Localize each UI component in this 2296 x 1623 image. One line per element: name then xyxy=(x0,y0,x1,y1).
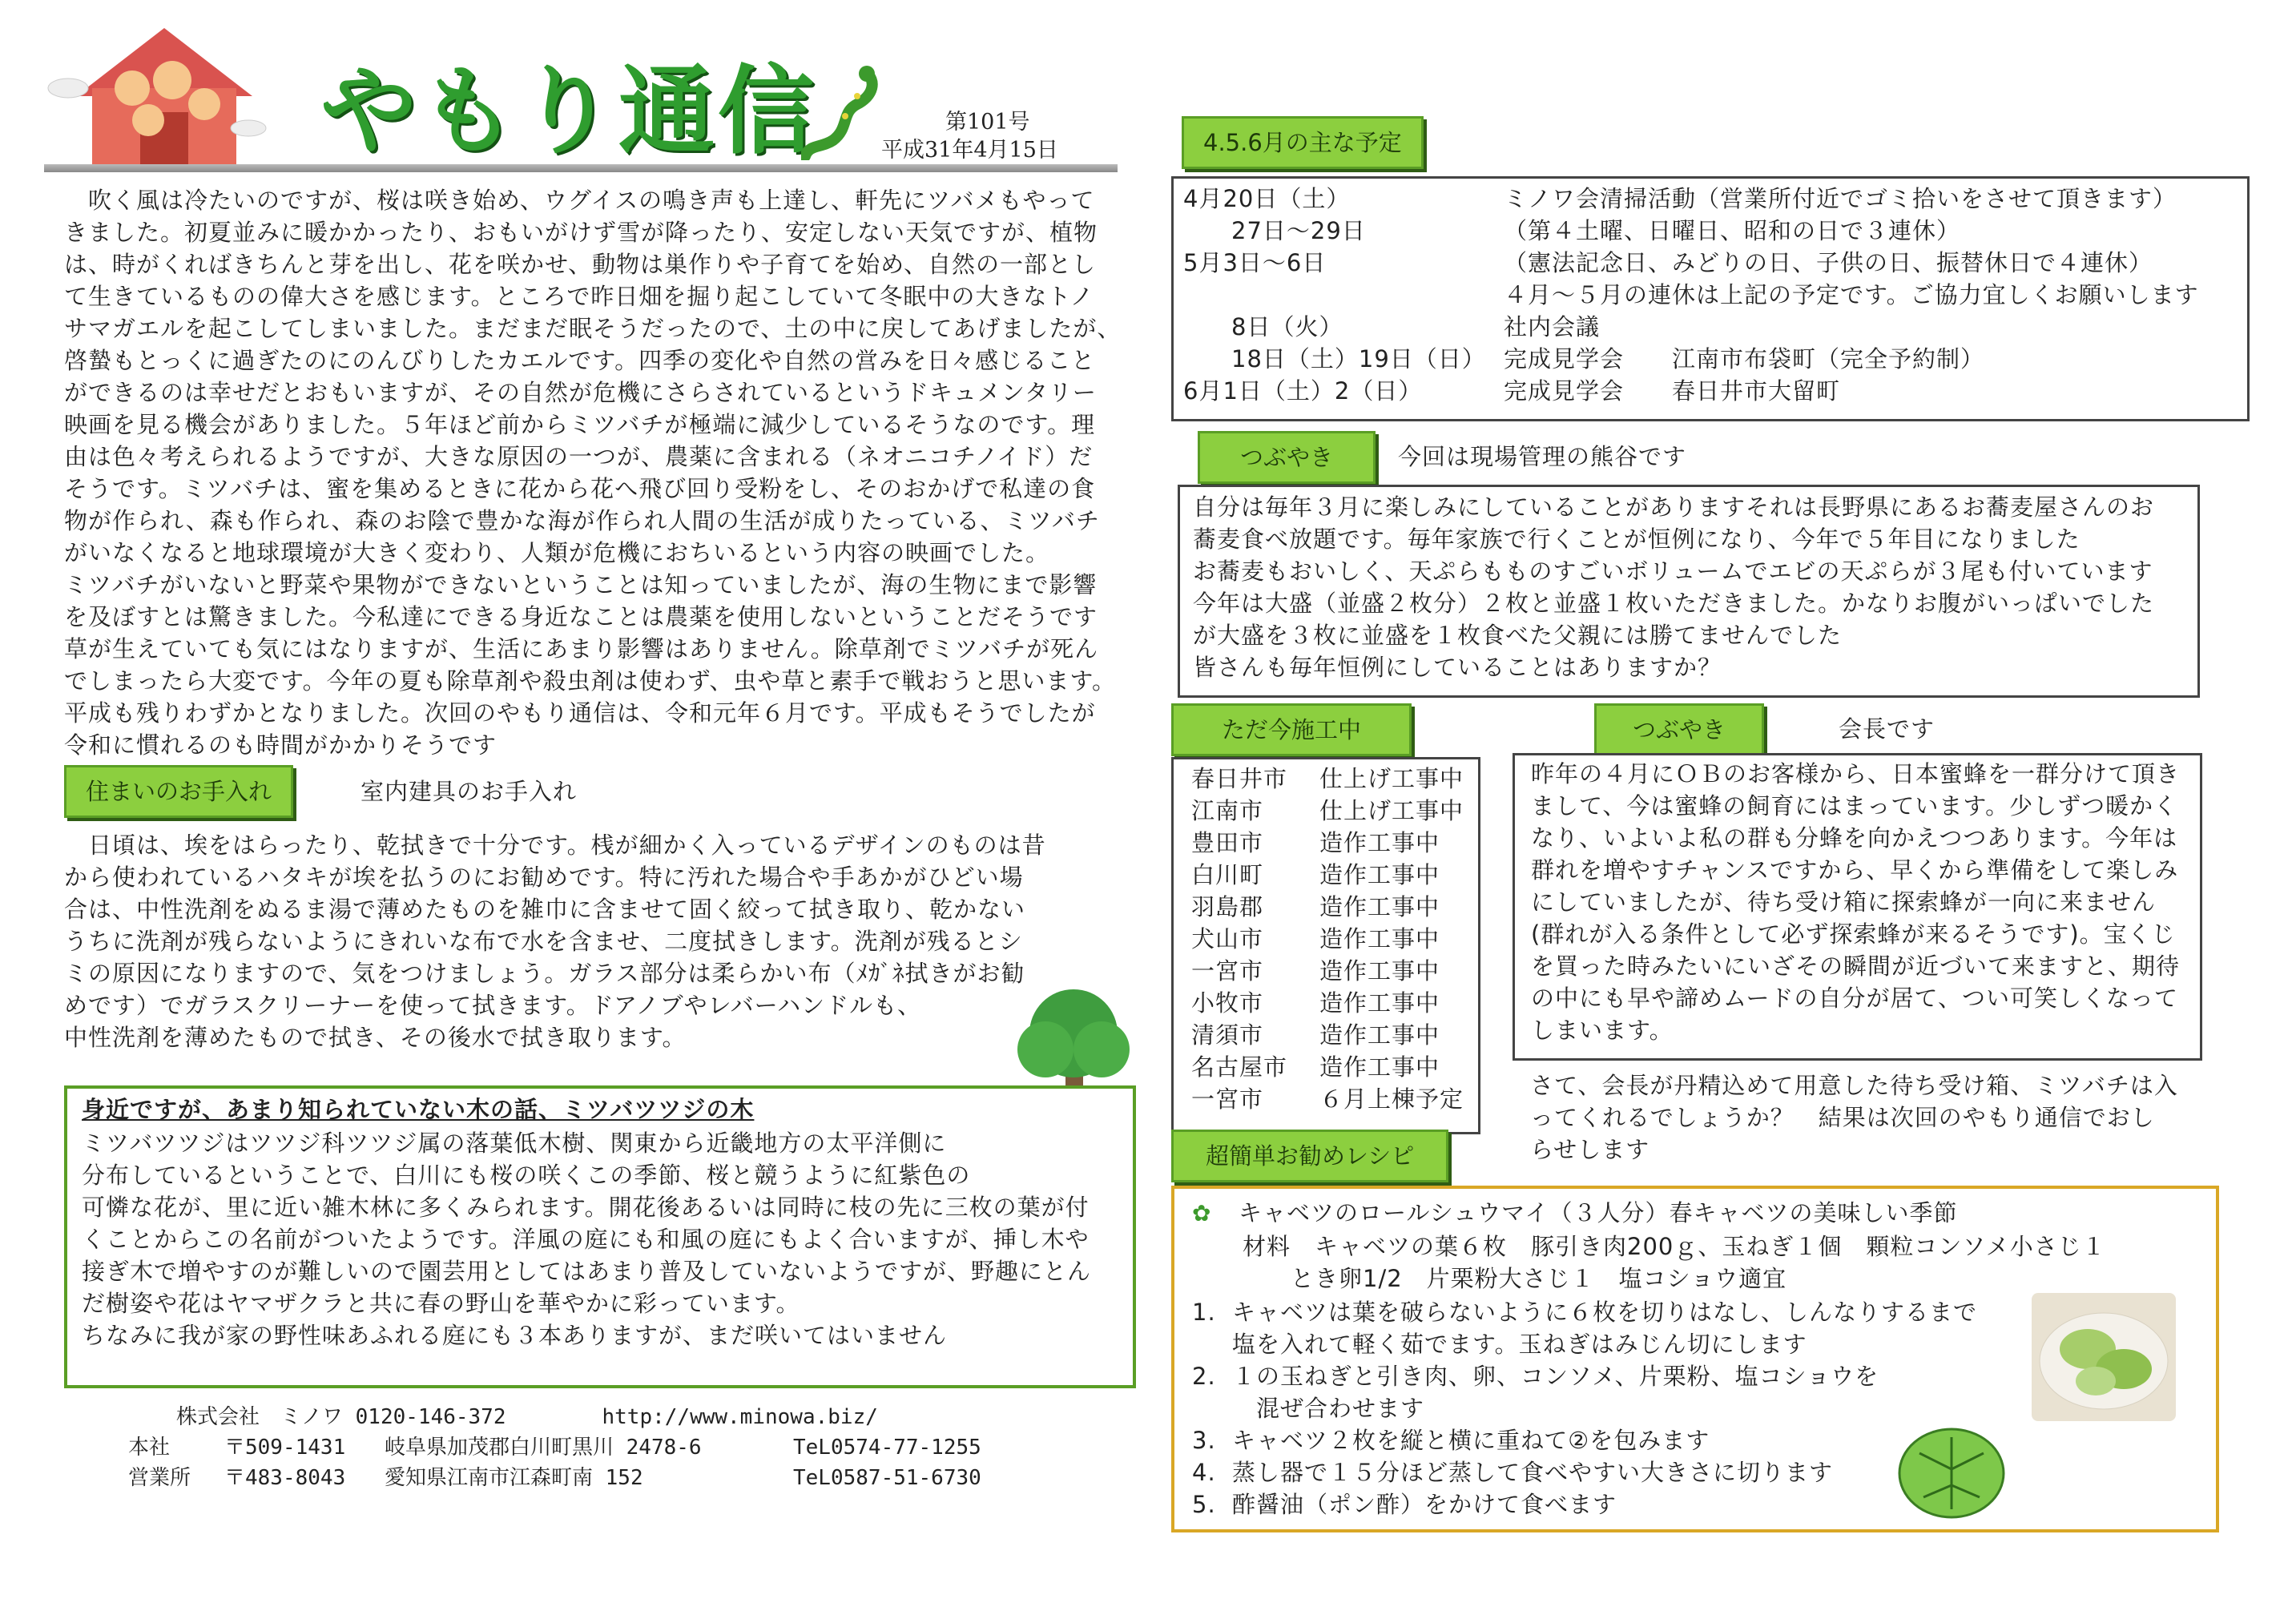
recipe-photo xyxy=(2032,1293,2176,1421)
construction-status: 造作工事中 xyxy=(1319,893,1440,920)
recipe-step: 5. 酢醤油（ポン酢）をかけて食べます xyxy=(1192,1491,1617,1518)
recipe-step: 塩を入れて軽く茹でます。玉ねぎはみじん切にします xyxy=(1232,1331,1807,1358)
tree-article-title: 身近ですが、あまり知られていない木の話、ミツバツツジの木 xyxy=(82,1096,755,1123)
construction-place: 豊田市 xyxy=(1191,829,1264,856)
intro-line: 平成も残りわずかとなりました。次回のやもり通信は、令和元年６月です。平成もそうでしたが xyxy=(64,699,1096,727)
schedule-event: ４月〜５月の連休は上記の予定です。ご協力宜しくお願いします xyxy=(1504,281,2199,308)
construction-row xyxy=(1191,827,1464,859)
tweet2-line: 群れを増やすチャンスですから、早くから準備をして楽しみ xyxy=(1531,856,2179,884)
intro-line: ミツバチがいないと野菜や果物ができないということは知っていましたが、海の生物にまで影響 xyxy=(64,571,1098,598)
schedule-label: 4.5.6月の主な予定 xyxy=(1182,116,1424,169)
construction-box xyxy=(1171,757,1480,1134)
intro-line: 映画を見る機会がありました。５年ほど前からミツバチが極端に減少しているそうなのです。理 xyxy=(64,411,1096,438)
intro-line: を及ぼすとは驚きました。今私達にできる身近なことは農薬を使用しないということだそうです xyxy=(64,603,1098,630)
tweet2-line: まして、今は蜜蜂の飼育にはまっています。少しずつ暖かく xyxy=(1531,792,2178,820)
tree-line: 可憐な花が、里に近い雑木林に多くみられます。開花後あるいは同時に枝の先に三枚の葉が付 xyxy=(82,1194,1090,1221)
intro-line: でしまったら大変です。今年の夏も除草剤や殺虫剤は使わず、虫や草と素手で戦おうと思います。 xyxy=(64,667,1117,695)
tree-line: 分布しているということで、白川にも桜の咲くこの季節、桜と競うように紅紫色の xyxy=(82,1162,971,1189)
tweet1-box xyxy=(1178,485,2200,698)
recipe-ingredients: 材料 キャベツの葉６枚 豚引き肉200ｇ、玉ねぎ１個 顆粒コンソメ小さじ１ xyxy=(1243,1233,2106,1260)
schedule-date: 4月20日（土） xyxy=(1183,185,1351,212)
care-line: から使われているハタキが埃を払うのにお勧めです。特に汚れた場合や手あかがひどい場 xyxy=(64,864,1024,891)
tweet2-after-line: ってくれるでしょうか？ 結果は次回のやもり通信でおし xyxy=(1530,1104,2155,1131)
footer-eigyo-label: 営業所 xyxy=(128,1466,191,1490)
schedule-event: 社内会議 xyxy=(1504,313,1601,340)
tree-line: くことからこの名前がついたようです。洋風の庭にも和風の庭にもよく合いますが、挿し木や xyxy=(82,1226,1090,1253)
tree-article-box xyxy=(64,1085,1136,1388)
tweet2-label: つぶやき xyxy=(1594,703,1764,756)
construction-place: 小牧市 xyxy=(1191,989,1264,1017)
care-line: 中性洗剤を薄めたもので拭き、その後水で拭き取ります。 xyxy=(64,1024,687,1051)
schedule-row xyxy=(1183,247,2199,279)
intro-line: て生きているものの偉大さを感じます。ところで昨日畑を掘り起こしていて冬眠中の大きなトノ xyxy=(64,283,1094,310)
construction-status: 仕上げ工事中 xyxy=(1319,797,1464,824)
construction-status: 造作工事中 xyxy=(1319,957,1440,985)
construction-row xyxy=(1191,763,1464,795)
construction-status: 造作工事中 xyxy=(1319,989,1440,1017)
schedule-date: 5月3日〜6日 xyxy=(1183,249,1327,276)
intro-line: サマガエルを起こしてしまいました。まだまだ眠そうだったので、土の中に戻してあげましたが、 xyxy=(64,315,1122,342)
schedule-date: 18日（土）19日（日） xyxy=(1183,345,1486,373)
cabbage-illustration xyxy=(1895,1421,2008,1521)
intro-line: 草が生えていても気にはなりますが、生活にあまり影響はありません。除草剤でミツバチが死ん xyxy=(64,635,1099,662)
construction-place: 犬山市 xyxy=(1191,925,1264,952)
construction-status: 造作工事中 xyxy=(1319,829,1440,856)
care-subtitle: 室内建具のお手入れ xyxy=(361,778,578,805)
tweet2-line: (群れが入る条件として必ず探索蜂が来るそうです)。宝くじ xyxy=(1531,920,2176,948)
care-line: めです）でガラスクリーナーを使って拭きます。ドアノブやレバーハンドルも、 xyxy=(64,992,922,1019)
schedule-row xyxy=(1183,279,2199,311)
intro-line: 啓蟄もとっくに過ぎたのにのんびりしたカエルです。四季の変化や自然の営みを日々感じること xyxy=(64,347,1096,374)
schedule-event: 完成見学会 春日井市大留町 xyxy=(1504,377,1841,405)
tweet1-line: 今年は大盛（並盛２枚分）２枚と並盛１枚いただきました。かなりお腹がいっぱいでした xyxy=(1193,590,2155,617)
construction-row xyxy=(1191,923,1464,955)
newsletter-title: やもり通信 xyxy=(320,56,817,167)
tree-line: だ樹姿や花はヤマザクラと共に春の野山を華やかに彩っています。 xyxy=(82,1290,800,1317)
tweet1-label: つぶやき xyxy=(1198,431,1376,484)
construction-row xyxy=(1191,955,1464,987)
intro-line: 物が作られ、森も作られ、森のお陰で豊かな海が作られ人間の生活が成りたっている、ミツバチ xyxy=(64,507,1100,534)
construction-place: 白川町 xyxy=(1191,861,1264,888)
construction-place: 羽島郡 xyxy=(1191,893,1264,920)
recipe-step: 4. 蒸し器で１５分ほど蒸して食べやすい大きさに切ります xyxy=(1192,1459,1834,1486)
schedule-date: 6月1日（土）2（日） xyxy=(1183,377,1423,405)
tweet2-line: しまいます。 xyxy=(1531,1017,1674,1044)
construction-row xyxy=(1191,1019,1464,1051)
construction-status: 造作工事中 xyxy=(1319,925,1440,952)
construction-label: ただ今施工中 xyxy=(1171,703,1412,756)
recipe-step: 2. １の玉ねぎと引き肉、卵、コンソメ、片栗粉、塩コショウを xyxy=(1192,1363,1879,1390)
construction-status: 造作工事中 xyxy=(1319,1053,1440,1081)
intro-article xyxy=(64,184,1138,761)
schedule-date xyxy=(1183,279,1504,311)
construction-status: 造作工事中 xyxy=(1319,1021,1440,1049)
recipe-title: キャベツのロールシュウマイ（３人分）春キャベツの美味しい季節 xyxy=(1239,1199,1958,1226)
footer-company: 株式会社 ミノワ 0120-146-372 xyxy=(176,1405,506,1429)
tweet2-after-line: らせします xyxy=(1530,1136,1650,1163)
recipe-ingredients-cont: とき卵1/2 片栗粉大さじ１ 塩コショウ適宜 xyxy=(1291,1265,1787,1292)
construction-row xyxy=(1191,1083,1464,1115)
intro-line: ができるのは幸せだとおもいますが、その自然が危機にさらされているというドキュメンタリー xyxy=(64,379,1097,406)
tweet2-line: にしていましたが、待ち受け箱に探索蜂が一向に来ません xyxy=(1531,888,2157,916)
recipe-step: 3. キャベツ２枚を縦と横に重ねて②を包みます xyxy=(1192,1427,1710,1454)
tweet2-line: なり、いよいよ私の群も分蜂を向かえつつあります。今年は xyxy=(1531,824,2178,852)
construction-status: ６月上棟予定 xyxy=(1319,1085,1464,1113)
tree-line: ミツバツツジはツツジ科ツツジ属の落葉低木樹、関東から近畿地方の太平洋側に xyxy=(82,1130,947,1157)
schedule-date: 27日〜29日 xyxy=(1183,217,1366,244)
tweet2-line: を買った時みたいにいざその瞬間が近づいて来ますと、期待 xyxy=(1531,952,2181,980)
tree-article-body xyxy=(82,1127,1123,1351)
construction-place: 名古屋市 xyxy=(1191,1053,1288,1081)
tree-line: 接ぎ木で増やすのが難しいので園芸用としてはあまり普及していないようですが、野趣にとん xyxy=(82,1258,1092,1285)
footer-eigyo-tel: TeL0587-51-6730 xyxy=(793,1466,981,1490)
footer-honsha-tel: TeL0574-77-1255 xyxy=(793,1436,981,1460)
issue-number: 第101号 xyxy=(945,110,1030,135)
tweet2-box xyxy=(1513,753,2202,1061)
intro-line: 令和に慣れるのも時間がかかりそうです xyxy=(64,731,497,759)
recipe-box xyxy=(1171,1186,2219,1532)
intro-line: そうです。ミツバチは、蜜を集めるときに花から花へ飛び回り受粉をし、そのおかげで私達の食 xyxy=(64,475,1096,502)
schedule-row xyxy=(1183,183,2199,215)
tweet2-line: 昨年の４月にＯＢのお客様から、日本蜜蜂を一群分けて頂き xyxy=(1531,760,2181,787)
footer xyxy=(128,1402,1130,1493)
gecko-icon xyxy=(801,64,889,160)
construction-place: 清須市 xyxy=(1191,1021,1264,1049)
recipe-step: 混ぜ合わせます xyxy=(1232,1395,1425,1422)
tweet1-line: 皆さんも毎年恒例にしていることはありますか？ xyxy=(1193,654,1722,681)
tweet1-line: が大盛を３枚に並盛を１枚食べた父親には勝てませんでした xyxy=(1193,622,1843,649)
tweet2-after xyxy=(1530,1069,2211,1166)
construction-status: 造作工事中 xyxy=(1319,861,1440,888)
construction-row xyxy=(1191,859,1464,891)
recipe-label: 超簡単お勧めレシピ xyxy=(1171,1130,1448,1182)
schedule-event: 完成見学会 江南市布袋町（完全予約制） xyxy=(1504,345,1985,373)
construction-row xyxy=(1191,891,1464,923)
schedule-event: （第４土曜、日曜日、昭和の日で３連休） xyxy=(1504,217,1961,244)
tree-line: ちなみに我が家の野性味あふれる庭にも３本ありますが、まだ咲いてはいません xyxy=(82,1322,948,1349)
footer-url[interactable]: http://www.minowa.biz/ xyxy=(602,1405,878,1429)
footer-honsha-zip: 〒509-1431 xyxy=(224,1436,346,1460)
tweet1-line: 蕎麦食べ放題です。毎年家族で行くことが恒例になり、今年で５年目になりました xyxy=(1193,526,2080,553)
tweet1-line: 自分は毎年３月に楽しみにしていることがありますそれは長野県にあるお蕎麦屋さんのお xyxy=(1193,493,2155,521)
schedule-row xyxy=(1183,311,2199,343)
intro-line: 由は色々考えられるようですが、大きな原因の一つが、農薬に含まれる（ネオニコチノイド）だ xyxy=(64,443,1094,470)
intro-line: 吹く風は冷たいのですが、桜は咲き始め、ウグイスの鳴き声も上達し、軒先にツバメもやって xyxy=(64,187,1095,214)
care-section-label: 住まいのお手入れ xyxy=(64,765,293,818)
issue-date: 平成31年4月15日 xyxy=(881,138,1058,163)
care-line: うちに洗剤が残らないようにきれいな布で水を含ませ、二度拭きします。洗剤が残るとシ xyxy=(64,928,1023,955)
intro-line: は、時がくればきちんと芽を出し、花を咲かせ、動物は巣作りや子育てを始め、自然の一部とし xyxy=(64,251,1096,278)
intro-line: きました。初夏並みに暖かかったり、おもいがけず雪が降ったり、安定しない天気ですが、植物 xyxy=(64,219,1098,246)
tweet2-line: の中にも早や諦めムードの自分が居て、つい可笑しくなって xyxy=(1531,985,2178,1012)
schedule-box xyxy=(1171,176,2250,421)
tweet1-subtitle: 今回は現場管理の熊谷です xyxy=(1398,443,1687,470)
schedule-event: （憲法記念日、みどりの日、子供の日、振替休日で４連休） xyxy=(1504,249,2153,276)
care-line: ミの原因になりますので、気をつけましょう。ガラス部分は柔らかい布（ﾒｶﾞﾈ拭きがお勧 xyxy=(64,960,1025,987)
tweet2-after-line: さて、会長が丹精込めて用意した待ち受け箱、ミツバチは入 xyxy=(1530,1072,2178,1099)
construction-status: 仕上げ工事中 xyxy=(1319,765,1464,792)
schedule-row xyxy=(1183,215,2199,247)
footer-honsha-label: 本社 xyxy=(128,1436,171,1460)
footer-eigyo-address: 愛知県江南市江森町南 152 xyxy=(385,1466,643,1490)
construction-place: 春日井市 xyxy=(1191,765,1288,792)
construction-row xyxy=(1191,1051,1464,1083)
schedule-row xyxy=(1183,375,2199,407)
recipe-steps xyxy=(1192,1296,1977,1520)
care-line: 合は、中性洗剤をぬるま湯で薄めたものを雑巾に含ませて固く絞って拭き取り、乾かない xyxy=(64,896,1026,923)
construction-place: 一宮市 xyxy=(1191,1085,1264,1113)
tweet1-line: お蕎麦もおいしく、天ぷらもものすごいボリュームでエビの天ぷらが３尾も付いています xyxy=(1193,558,2153,585)
header-logo-illustration xyxy=(44,24,268,168)
care-line: 日頃は、埃をはらったり、乾拭きで十分です。桟が細かく入っているデザインのものは昔 xyxy=(64,832,1046,859)
schedule-date: 8日（火） xyxy=(1183,313,1343,340)
intro-line: がいなくなると地球環境が大きく変わり、人類が危機におちいるという内容の映画でした。 xyxy=(64,539,1050,566)
care-article xyxy=(64,829,1138,1053)
footer-eigyo-zip: 〒483-8043 xyxy=(224,1466,346,1490)
construction-row xyxy=(1191,987,1464,1019)
tweet2-subtitle: 会長です xyxy=(1839,715,1935,743)
construction-place: 江南市 xyxy=(1191,797,1264,824)
flower-icon: ✿ xyxy=(1192,1200,1211,1226)
construction-row xyxy=(1191,795,1464,827)
schedule-row xyxy=(1183,343,2199,375)
recipe-step: 1. キャベツは葉を破らないように６枚を切りはなし、しんなりするまで xyxy=(1192,1299,1978,1326)
schedule-event: ミノワ会清掃活動（営業所付近でゴミ拾いをさせて頂きます） xyxy=(1504,185,2177,212)
construction-place: 一宮市 xyxy=(1191,957,1264,985)
footer-honsha-address: 岐阜県加茂郡白川町黒川 2478-6 xyxy=(385,1436,702,1460)
